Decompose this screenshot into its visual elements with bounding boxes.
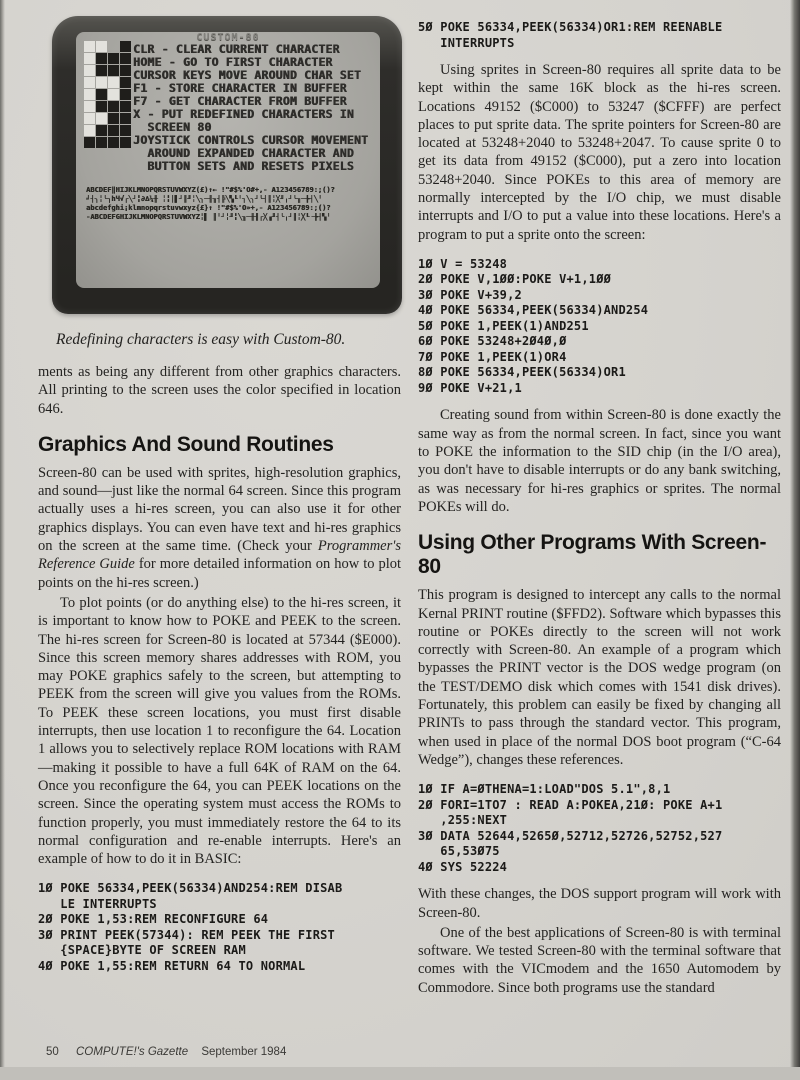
body-paragraph: One of the best applications of Screen-80 is with terminal software. We tested Screen-80 with the terminal software that comes with the VICmodem and the 1650 Automodem by Commodore. Since both programs use the standard <box>418 924 781 996</box>
page-edge-right <box>790 0 800 1080</box>
charset-row: ‐ABCDEFGHIJKLMNOPQRSTUVWXYZ╎▌ ║╵┘╎╜╏╲╖─╫╢┌╳▗╜┤╰╷┘║╎╳┖╶╊┤▚╵ <box>86 213 331 221</box>
pixel-cell <box>120 137 131 148</box>
pixel-cell <box>120 125 131 136</box>
pixel-cell <box>96 65 107 76</box>
pixel-cell <box>84 53 95 64</box>
right-column <box>418 20 781 999</box>
magazine-name: COMPUTE!'s Gazette <box>76 1046 189 1058</box>
pixel-cell <box>108 53 119 64</box>
code-line: 2Ø POKE V,1ØØ:POKE V+1,1ØØ <box>418 272 612 287</box>
section-heading-other-programs: Using Other Programs With Screen-80 <box>418 531 767 579</box>
pixel-cell <box>108 125 119 136</box>
pixel-cell <box>96 89 107 100</box>
monitor-screen <box>76 32 380 288</box>
code-line: LE INTERRUPTS <box>38 896 157 911</box>
code-line: INTERRUPTS <box>418 35 515 50</box>
charset-row: ABCDEF‖HIJKLMNOPQRSTUVWXYZ(£)↑← !"#$%'O#+,- A123456789:;()? <box>86 186 335 194</box>
screen-menu-line: JOYSTICK CONTROLS CURSOR MOVEMENT <box>133 133 369 147</box>
basic-code-block-peek <box>38 881 401 974</box>
pixel-cell <box>84 137 95 148</box>
character-editor-grid <box>84 41 131 148</box>
left-column <box>38 14 401 984</box>
code-line: 3Ø DATA 52644,5265Ø,52712,52726,52752,527 <box>418 828 723 843</box>
pixel-cell <box>120 53 131 64</box>
code-line: 7Ø POKE 1,PEEK(1)OR4 <box>418 349 567 364</box>
code-line: 4Ø POKE 56334,PEEK(56334)AND254 <box>418 303 649 318</box>
page-number: 50 <box>46 1046 59 1058</box>
screen-menu-line: BUTTON SETS AND RESETS PIXELS <box>133 159 354 173</box>
code-line: 1Ø V = 53248 <box>418 256 508 271</box>
body-paragraph: Creating sound from within Screen-80 is done exactly the same way as from the normal screen. In fact, since you want to POKE the information to the SID chip (in the I/O area), you don't have to disable interrupts or do any bank switching, as was necessary for hi-res graphics or sprites. The normal POKEs will do. <box>418 407 781 515</box>
monitor-photo <box>38 14 401 318</box>
pixel-cell <box>108 137 119 148</box>
screen-menu-line: SCREEN 80 <box>133 120 212 134</box>
screen-menu-line: F1 - STORE CHARACTER IN BUFFER <box>133 81 347 95</box>
screen-menu <box>133 43 368 173</box>
pixel-cell <box>120 89 131 100</box>
pixel-cell <box>108 65 119 76</box>
page-edge-left <box>0 0 5 1080</box>
paragraph-text: for more detailed information on how to plot points on the hi-res screen.) <box>38 556 402 591</box>
code-line: 5Ø POKE 1,PEEK(1)AND251 <box>418 318 589 333</box>
pixel-cell <box>108 77 119 88</box>
body-paragraph: ments as being any different from other graphics characters. All printing to the screen uses the color specified in location 646. <box>38 364 401 417</box>
code-line: {SPACE}BYTE OF SCREEN RAM <box>38 943 246 958</box>
basic-code-block-sprite <box>418 257 781 397</box>
charset-row: abcdefghi¡klmnopqrstuvwxyz{£}↑ !"#$%'O»+,- A123456789:;()? <box>86 204 331 212</box>
book-title-italic: Programmer's Reference Guide <box>38 538 401 573</box>
pixel-cell <box>84 125 95 136</box>
code-line: 2Ø FORI=1TO7 : READ A:POKEA,21Ø: POKE A+1 <box>418 797 723 812</box>
basic-code-block-reenable <box>418 20 781 51</box>
pixel-cell <box>96 77 107 88</box>
screen-menu-line: CLR - CLEAR CURRENT CHARACTER <box>133 42 340 56</box>
code-line: 3Ø PRINT PEEK(57344): REM PEEK THE FIRST <box>38 927 335 942</box>
pixel-cell <box>96 125 107 136</box>
charset-row: ╛┤╮╎╰┐hЧ√┌╲┘╏∂∆¼╫ ╎╏│▌┘║╜╎╲╮─╢╖┤╠╲▚┖╵┐╲╮┘╰┤║╎╳╜╷┘╰╖─╊┤╲╵ <box>86 195 323 203</box>
code-line: 1Ø IF A=ØTHENA=1:LOAD"DOS 5.1",8,1 <box>418 782 671 797</box>
body-paragraph: Using sprites in Screen-80 requires all sprite data to be kept within the same 16K block as the hi-res screen. Locations 49152 ($C000) to 53247 ($CFFF) are perfect places to put sprite data. The sprite pointers for Screen-80 are located at 53248+2040 to 53248+2047. To cause sprite 0 to get its data from 49152 ($C000), put a zero into location 53248+2040. Since POKEs to this area of memory are normally intercepted by the I/O chip, we must disable interrupts and I/O to put a value into these locations. Here's a program to put a sprite onto the screen: <box>418 62 781 243</box>
code-line: 1Ø POKE 56334,PEEK(56334)AND254:REM DISAB <box>38 881 343 896</box>
code-line: ,255:NEXT <box>418 813 508 828</box>
code-line: 5Ø POKE 56334,PEEK(56334)OR1:REM REENABLE <box>418 20 723 34</box>
pixel-cell <box>96 113 107 124</box>
pixel-cell <box>108 101 119 112</box>
screen-title: CUSTOM-80 <box>196 32 260 43</box>
screen-menu-line: CURSOR KEYS MOVE AROUND CHAR SET <box>133 68 361 82</box>
page-footer <box>46 1046 286 1058</box>
page-bottom-band <box>0 1067 800 1080</box>
screen-menu-line: AROUND EXPANDED CHARACTER AND <box>133 146 354 160</box>
section-heading-graphics-sound: Graphics And Sound Routines <box>38 432 334 456</box>
pixel-cell <box>96 41 107 52</box>
code-line: 2Ø POKE 1,53:REM RECONFIGURE 64 <box>38 912 269 927</box>
pixel-cell <box>96 53 107 64</box>
code-line: 8Ø POKE 56334,PEEK(56334)OR1 <box>418 365 626 380</box>
photo-caption: Redefining characters is easy with Custom-80. <box>56 331 346 348</box>
pixel-cell <box>84 65 95 76</box>
pixel-cell <box>108 89 119 100</box>
pixel-cell <box>96 137 107 148</box>
paragraph-text: Screen-80 can be used with sprites, high-resolution graphics, and sound—just like the normal 64 screen. Since this program actually uses a hi-res screen, you can also use it for other graphics displays. You can even have text and hi-res graphics on the screen at the same time. (Check your <box>38 464 401 555</box>
pixel-cell <box>120 101 131 112</box>
character-set-rows <box>86 186 374 222</box>
pixel-cell <box>120 41 131 52</box>
code-line: 65,53Ø75 <box>418 844 500 859</box>
pixel-cell <box>84 101 95 112</box>
code-line: 3Ø POKE V+39,2 <box>418 287 522 302</box>
pixel-cell <box>120 65 131 76</box>
body-paragraph: This program is designed to intercept any calls to the normal Kernal PRINT routine ($FFD2). Software which bypasses this routine or POKEs directly to the screen will not work correctly with Screen-80. An example of a program which bypasses the PRINT vector is the DOS wedge program (on the TEST/DEMO disk which comes with 1541 disk drives). Fortunately, this problem can easily be fixed by changing all PRINTs to pass through the standard vector. This program, when used in place of the normal DOS boot program (“C-64 Wedge”), changes these references. <box>418 587 781 768</box>
body-paragraph: To plot points (or do anything else) to the hi-res screen, it is important to know how to POKE and PEEK to the screen. The hi-res screen for Screen-80 is located at 57344 ($E000). Since this screen memory shares addresses with ROM, you may POKE graphics safely to the screen, but attempting to PEEK from the screen will give you values from the ROMs. To PEEK these screen locations, you must first disable interrupts, then use location 1 to reconfigure the 64. Location 1 allows you to selectively replace ROM locations with RAM—making it possible to have a full 64K of RAM on the 64. Once you reconfigure the 64, you can PEEK locations on the screen. Since the operating system must access the ROMs to function properly, you must immediately restore the 64 to its normal configuration and re-enable interrupts. Here's an example of how to do it in BASIC: <box>38 594 401 868</box>
pixel-cell <box>84 89 95 100</box>
pixel-cell <box>96 101 107 112</box>
screen-menu-line: X - PUT REDEFINED CHARACTERS IN <box>133 107 354 121</box>
pixel-cell <box>84 113 95 124</box>
body-paragraph <box>38 464 401 592</box>
screen-menu-line: HOME - GO TO FIRST CHARACTER <box>133 55 333 69</box>
pixel-cell <box>108 113 119 124</box>
issue-date: September 1984 <box>201 1046 287 1058</box>
body-paragraph: With these changes, the DOS support program will work with Screen-80. <box>418 886 781 921</box>
code-line: 6Ø POKE 53248+2Ø4Ø,Ø <box>418 334 567 349</box>
basic-code-block-wedge <box>418 782 781 875</box>
pixel-cell <box>120 113 131 124</box>
code-line: 9Ø POKE V+21,1 <box>418 380 522 395</box>
pixel-cell <box>84 41 95 52</box>
code-line: 4Ø SYS 52224 <box>418 859 508 874</box>
pixel-cell <box>108 41 119 52</box>
code-line: 4Ø POKE 1,55:REM RETURN 64 TO NORMAL <box>38 958 306 973</box>
pixel-cell <box>120 77 131 88</box>
monitor-bezel <box>52 16 402 314</box>
pixel-cell <box>84 77 95 88</box>
screen-menu-line: F7 - GET CHARACTER FROM BUFFER <box>133 94 347 108</box>
